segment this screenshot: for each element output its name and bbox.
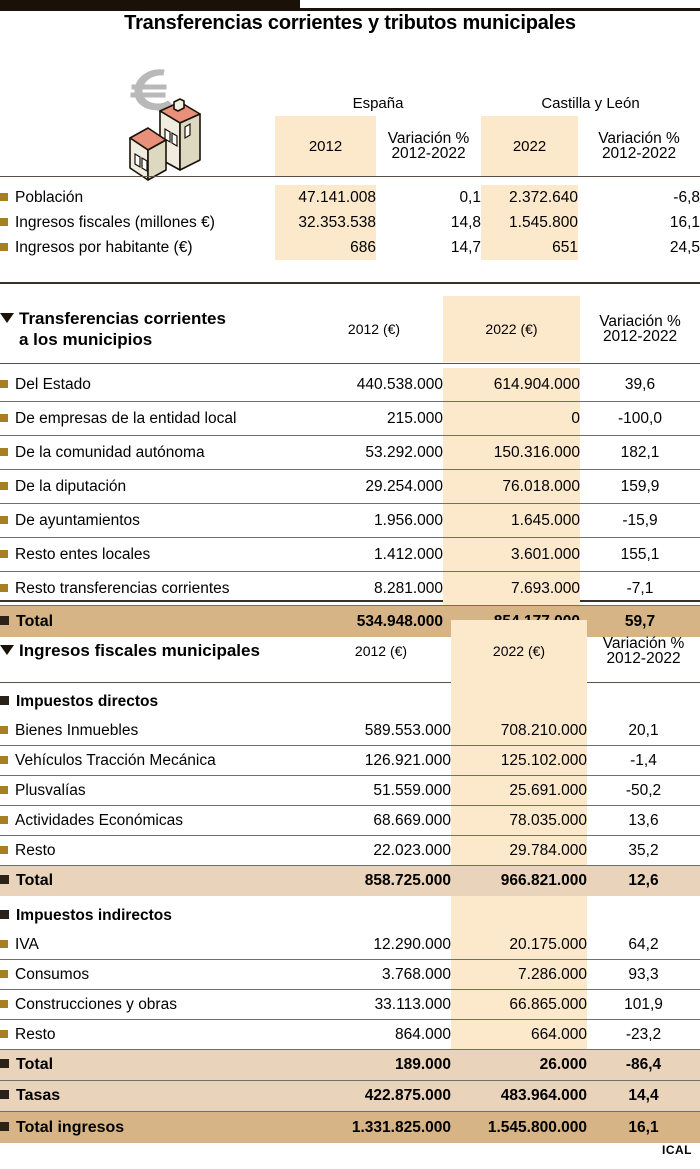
section-heading-impuestos-directos bbox=[0, 682, 311, 716]
cell-2022: 29.784.000 bbox=[451, 836, 587, 866]
group-header-espana: España bbox=[352, 94, 404, 112]
spacer-cell bbox=[451, 896, 587, 930]
row-label-resto-directos bbox=[0, 836, 311, 866]
col-header-cyl-variacion bbox=[578, 116, 700, 176]
spacer-cell-2 bbox=[0, 116, 275, 176]
cell-cyl-var: 16,1 bbox=[669, 213, 700, 231]
table-row bbox=[0, 776, 700, 806]
cell-2012: 12.290.000 bbox=[373, 935, 451, 953]
square-bullet-icon bbox=[0, 786, 8, 794]
square-bullet-icon bbox=[0, 448, 8, 456]
section-heading-row bbox=[0, 896, 700, 930]
row-label-tasas bbox=[0, 1081, 311, 1112]
cell-2022: 7.286.000 bbox=[451, 960, 587, 990]
table1-group-header-row bbox=[0, 90, 700, 116]
table2-title-line2: a los municipios bbox=[19, 330, 153, 349]
row-label-text: Total ingresos bbox=[16, 1118, 125, 1136]
cell-variacion: -15,9 bbox=[580, 504, 700, 538]
cell-esp-2012: 32.353.538 bbox=[275, 210, 376, 235]
row-label-total-directos bbox=[0, 866, 311, 897]
row-label-text: Población bbox=[15, 188, 84, 206]
row-label-ingresos-fiscales bbox=[0, 210, 275, 235]
square-bullet-icon bbox=[0, 875, 9, 884]
table-row bbox=[0, 1020, 700, 1050]
top-rule bbox=[0, 8, 700, 11]
col-header-variacion-l1: Variación % bbox=[602, 635, 685, 652]
table-row bbox=[0, 210, 700, 235]
table2-title bbox=[0, 296, 305, 362]
table1-bottom-rule bbox=[0, 282, 700, 284]
row-label-consumos bbox=[0, 960, 311, 990]
row-label-total-ingresos bbox=[0, 1112, 311, 1144]
col-header-cyl-variacion-l1: Variación % bbox=[598, 130, 680, 147]
col-header-esp-2012: 2012 bbox=[275, 116, 376, 176]
square-bullet-icon bbox=[0, 696, 9, 705]
row-label-text: Del Estado bbox=[15, 375, 91, 393]
row-label-vehiculos bbox=[0, 746, 311, 776]
square-bullet-icon bbox=[0, 193, 8, 201]
col-header-variacion bbox=[580, 296, 700, 362]
cell-total-variacion: 59,7 bbox=[580, 606, 700, 638]
cell-2022: 1.645.000 bbox=[443, 504, 580, 538]
table3-title bbox=[0, 620, 311, 682]
row-label-diputacion bbox=[0, 470, 305, 504]
table-row bbox=[0, 572, 700, 606]
cell-variacion: 93,3 bbox=[587, 960, 700, 990]
row-label-poblacion bbox=[0, 185, 275, 210]
cell-2012: 53.292.000 bbox=[305, 436, 443, 470]
row-label-del-estado bbox=[0, 368, 305, 402]
row-label-text: Bienes Inmuebles bbox=[15, 721, 139, 739]
table-row bbox=[0, 402, 700, 436]
square-bullet-icon bbox=[0, 1000, 8, 1008]
cell-variacion: 20,1 bbox=[628, 721, 659, 739]
cell-variacion: 159,9 bbox=[580, 470, 700, 504]
square-bullet-icon bbox=[0, 1030, 8, 1038]
col-header-cyl-variacion-l2: 2012-2022 bbox=[601, 145, 677, 162]
row-label-iva bbox=[0, 930, 311, 960]
row-label-text: Resto bbox=[15, 1025, 56, 1043]
section-heading-text: Impuestos indirectos bbox=[16, 907, 172, 924]
square-bullet-icon bbox=[0, 584, 8, 592]
row-label-comunidad-autonoma bbox=[0, 436, 305, 470]
row-label-text: Plusvalías bbox=[15, 781, 86, 799]
cell-esp-2012: 47.141.008 bbox=[275, 185, 376, 210]
cell-2022: 614.904.000 bbox=[443, 368, 580, 402]
row-label-resto-transferencias bbox=[0, 572, 305, 606]
row-label-text: Ingresos fiscales (millones €) bbox=[15, 213, 215, 231]
spacer-cell bbox=[311, 896, 451, 930]
cell-2012: 68.669.000 bbox=[311, 806, 451, 836]
cell-2022: 25.691.000 bbox=[451, 776, 587, 806]
row-label-text: Resto bbox=[15, 841, 56, 859]
triangle-down-icon bbox=[0, 645, 14, 655]
row-label-text: Vehículos Tracción Mecánica bbox=[15, 751, 216, 769]
cell-2022: 664.000 bbox=[451, 1020, 587, 1050]
table-row bbox=[0, 960, 700, 990]
col-header-variacion bbox=[587, 620, 700, 682]
cell-cyl-2022: 1.545.800 bbox=[481, 210, 578, 235]
cell-variacion: -1,4 bbox=[587, 746, 700, 776]
cell-grand-variacion: 16,1 bbox=[587, 1112, 700, 1144]
cell-esp-var: 14,7 bbox=[450, 238, 481, 256]
row-label-text: Total bbox=[16, 872, 54, 889]
cell-esp-2012: 686 bbox=[275, 235, 376, 260]
cell-total-variacion: 12,6 bbox=[587, 866, 700, 897]
table2-title-line1: Transferencias corrientes bbox=[19, 309, 226, 328]
square-bullet-icon bbox=[0, 846, 8, 854]
cell-2022: 76.018.000 bbox=[443, 470, 580, 504]
cell-2012: 8.281.000 bbox=[305, 572, 443, 606]
row-label-plusvalias bbox=[0, 776, 311, 806]
row-label-bienes-inmuebles bbox=[0, 716, 311, 746]
col-header-2022: 2022 (€) bbox=[443, 296, 580, 362]
row-label-text: Consumos bbox=[15, 965, 90, 983]
cell-tasas-2012: 422.875.000 bbox=[311, 1081, 451, 1112]
table3-title-text: Ingresos fiscales municipales bbox=[19, 641, 260, 660]
table-row bbox=[0, 470, 700, 504]
table-row bbox=[0, 990, 700, 1020]
row-label-text: Resto transferencias corrientes bbox=[15, 579, 230, 597]
row-label-de-empresas bbox=[0, 402, 305, 436]
square-bullet-icon bbox=[0, 218, 8, 226]
table-row bbox=[0, 836, 700, 866]
col-header-2012: 2012 (€) bbox=[354, 642, 408, 659]
source-credit: ICAL bbox=[662, 1143, 692, 1157]
group-header-castilla-leon: Castilla y León bbox=[541, 94, 640, 112]
table-row bbox=[0, 930, 700, 960]
row-label-ayuntamientos bbox=[0, 504, 305, 538]
square-bullet-icon bbox=[0, 414, 8, 422]
row-label-text: De empresas de la entidad local bbox=[15, 409, 237, 427]
table-row bbox=[0, 806, 700, 836]
cell-2022: 78.035.000 bbox=[451, 806, 587, 836]
col-header-2012: 2012 (€) bbox=[347, 320, 401, 337]
cell-2012: 440.538.000 bbox=[356, 375, 443, 393]
page-title: Transferencias corrientes y tributos municipales bbox=[124, 12, 576, 34]
cell-2012: 589.553.000 bbox=[364, 721, 451, 739]
cell-total-variacion: -86,4 bbox=[587, 1050, 700, 1081]
cell-2012: 1.412.000 bbox=[305, 538, 443, 572]
cell-variacion: 101,9 bbox=[587, 990, 700, 1020]
row-label-text: Construcciones y obras bbox=[15, 995, 177, 1013]
row-label-text: De la diputación bbox=[15, 477, 127, 495]
cell-cyl-var: 24,5 bbox=[669, 238, 700, 256]
section-heading-row bbox=[0, 682, 700, 716]
table-row bbox=[0, 538, 700, 572]
top-black-bar bbox=[0, 0, 300, 8]
square-bullet-icon bbox=[0, 726, 8, 734]
table-row bbox=[0, 176, 700, 185]
section-heading-text: Impuestos directos bbox=[16, 693, 159, 710]
cell-2012: 29.254.000 bbox=[305, 470, 443, 504]
square-bullet-icon bbox=[0, 1090, 9, 1099]
cell-variacion: 155,1 bbox=[580, 538, 700, 572]
table1-column-header-row bbox=[0, 116, 700, 176]
spacer-cell bbox=[451, 682, 587, 716]
row-label-text: Total bbox=[16, 612, 54, 630]
table-row bbox=[0, 716, 700, 746]
table2-header-row bbox=[0, 296, 700, 362]
cell-2012: 3.768.000 bbox=[311, 960, 451, 990]
row-label-text: Tasas bbox=[16, 1087, 61, 1104]
table-subtotal-row bbox=[0, 866, 700, 897]
cell-variacion: -7,1 bbox=[580, 572, 700, 606]
table-grand-total-row bbox=[0, 1112, 700, 1144]
table-tasas-row bbox=[0, 1081, 700, 1112]
table-row bbox=[0, 368, 700, 402]
table-row bbox=[0, 746, 700, 776]
col-header-cyl-2022: 2022 bbox=[481, 116, 578, 176]
cell-variacion: 39,6 bbox=[624, 375, 656, 393]
cell-2022: 150.316.000 bbox=[443, 436, 580, 470]
square-bullet-icon bbox=[0, 756, 8, 764]
table-row bbox=[0, 185, 700, 210]
cell-2012: 22.023.000 bbox=[311, 836, 451, 866]
cell-2022: 0 bbox=[443, 402, 580, 436]
cell-total-2022: 26.000 bbox=[451, 1050, 587, 1081]
cell-2012: 215.000 bbox=[305, 402, 443, 436]
cell-variacion: 13,6 bbox=[587, 806, 700, 836]
cell-grand-2012: 1.331.825.000 bbox=[311, 1112, 451, 1144]
table-row bbox=[0, 436, 700, 470]
cell-cyl-var: -6,8 bbox=[673, 188, 700, 206]
cell-2012: 126.921.000 bbox=[311, 746, 451, 776]
row-label-ingresos-habitante bbox=[0, 235, 275, 260]
spacer-cell bbox=[587, 682, 700, 716]
row-label-total-indirectos bbox=[0, 1050, 311, 1081]
cell-total-2012: 858.725.000 bbox=[311, 866, 451, 897]
cell-2012: 864.000 bbox=[311, 1020, 451, 1050]
square-bullet-icon bbox=[0, 380, 8, 388]
spacer-cell bbox=[311, 682, 451, 716]
cell-esp-var: 14,8 bbox=[450, 213, 481, 231]
cell-tasas-2022: 483.964.000 bbox=[451, 1081, 587, 1112]
cell-2012: 51.559.000 bbox=[311, 776, 451, 806]
cell-2012: 33.113.000 bbox=[311, 990, 451, 1020]
square-bullet-icon bbox=[0, 550, 8, 558]
cell-2022: 66.865.000 bbox=[451, 990, 587, 1020]
row-label-text: Total bbox=[16, 1056, 54, 1073]
row-label-text: Resto entes locales bbox=[15, 545, 151, 563]
row-label-resto-entes-locales bbox=[0, 538, 305, 572]
row-label-resto-indirectos bbox=[0, 1020, 311, 1050]
cell-total-2012: 534.948.000 bbox=[305, 606, 443, 638]
cell-variacion: -50,2 bbox=[587, 776, 700, 806]
row-label-construcciones bbox=[0, 990, 311, 1020]
cell-2022: 125.102.000 bbox=[451, 746, 587, 776]
row-label-text: De la comunidad autónoma bbox=[15, 443, 205, 461]
square-bullet-icon bbox=[0, 910, 9, 919]
square-bullet-icon bbox=[0, 940, 8, 948]
cell-2022: 20.175.000 bbox=[451, 930, 587, 960]
square-bullet-icon bbox=[0, 516, 8, 524]
cell-variacion: 35,2 bbox=[587, 836, 700, 866]
cell-total-2012: 189.000 bbox=[311, 1050, 451, 1081]
summary-table bbox=[0, 90, 700, 260]
row-label-text: IVA bbox=[15, 935, 39, 953]
cell-esp-var: 0,1 bbox=[459, 188, 481, 206]
row-label-text: De ayuntamientos bbox=[15, 511, 140, 529]
cell-variacion: -100,0 bbox=[580, 402, 700, 436]
col-header-variacion-l2: 2012-2022 bbox=[606, 650, 681, 667]
col-header-variacion-l2: 2012-2022 bbox=[602, 328, 678, 345]
triangle-down-icon bbox=[0, 313, 14, 323]
col-header-esp-variacion-l1: Variación % bbox=[387, 130, 470, 147]
cell-cyl-2022: 651 bbox=[481, 235, 578, 260]
cell-tasas-variacion: 14,4 bbox=[587, 1081, 700, 1112]
row-label-text: Ingresos por habitante (€) bbox=[15, 238, 193, 256]
section-heading-impuestos-indirectos bbox=[0, 896, 311, 930]
cell-total-2022: 966.821.000 bbox=[451, 866, 587, 897]
table-subtotal-row bbox=[0, 1050, 700, 1081]
col-header-2022: 2022 (€) bbox=[451, 620, 587, 682]
spacer-cell bbox=[0, 90, 275, 116]
cell-variacion: 64,2 bbox=[628, 935, 659, 953]
ingresos-fiscales-table bbox=[0, 620, 700, 1143]
table-row bbox=[0, 235, 700, 260]
cell-2022: 7.693.000 bbox=[443, 572, 580, 606]
square-bullet-icon bbox=[0, 1059, 9, 1068]
spacer-cell bbox=[587, 896, 700, 930]
col-header-variacion-l1: Variación % bbox=[599, 313, 681, 330]
cell-cyl-2022: 2.372.640 bbox=[481, 185, 578, 210]
table3-header-row bbox=[0, 620, 700, 682]
row-label-actividades-economicas bbox=[0, 806, 311, 836]
transferencias-table bbox=[0, 296, 700, 637]
col-header-esp-variacion-l2: 2012-2022 bbox=[391, 145, 466, 162]
col-header-esp-variacion bbox=[376, 116, 481, 176]
square-bullet-icon bbox=[0, 482, 8, 490]
square-bullet-icon bbox=[0, 816, 8, 824]
square-bullet-icon bbox=[0, 970, 8, 978]
cell-2022: 708.210.000 bbox=[451, 716, 587, 746]
cell-variacion: 182,1 bbox=[580, 436, 700, 470]
cell-2022: 3.601.000 bbox=[443, 538, 580, 572]
cell-2012: 1.956.000 bbox=[305, 504, 443, 538]
square-bullet-icon bbox=[0, 243, 8, 251]
square-bullet-icon bbox=[0, 1122, 9, 1131]
cell-grand-2022: 1.545.800.000 bbox=[451, 1112, 587, 1144]
row-label-text: Actividades Económicas bbox=[15, 811, 183, 829]
table-row bbox=[0, 504, 700, 538]
cell-variacion: -23,2 bbox=[587, 1020, 700, 1050]
